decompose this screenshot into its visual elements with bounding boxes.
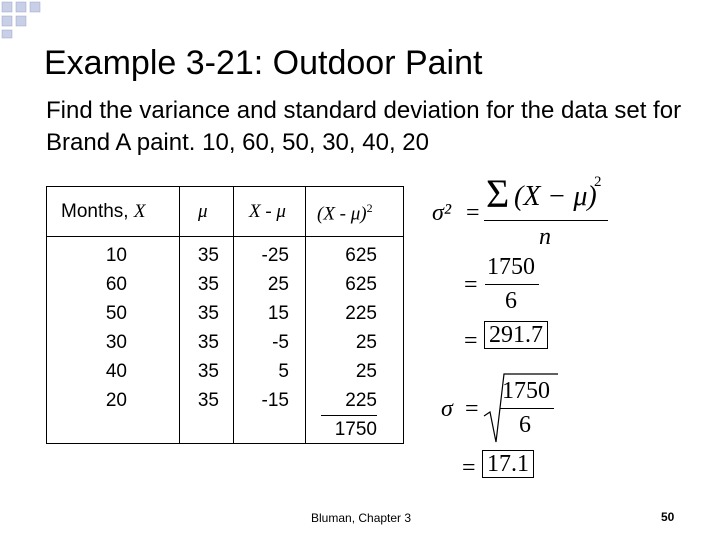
sqrt-denominator: 6 bbox=[519, 412, 531, 438]
data-table bbox=[46, 186, 404, 444]
denominator-value: 6 bbox=[505, 288, 517, 314]
cell: 625 bbox=[345, 245, 377, 266]
cell: -5 bbox=[272, 332, 289, 353]
numerator-value: 1750 bbox=[487, 254, 535, 280]
fraction-bar bbox=[485, 284, 539, 285]
cell: 35 bbox=[197, 274, 219, 295]
cell: 25 bbox=[355, 332, 377, 353]
exponent: 2 bbox=[594, 174, 602, 190]
header-divider bbox=[47, 236, 403, 237]
cell: 5 bbox=[278, 361, 289, 382]
cell: 50 bbox=[105, 303, 127, 324]
footer-credit: Bluman, Chapter 3 bbox=[311, 511, 412, 525]
cell: 15 bbox=[267, 303, 289, 324]
cell: 40 bbox=[105, 361, 127, 382]
squared-column bbox=[319, 241, 377, 415]
months-column bbox=[95, 241, 127, 415]
cell: -15 bbox=[261, 390, 289, 411]
equals-sign: = bbox=[466, 200, 480, 226]
cell: 35 bbox=[197, 245, 219, 266]
corner-decoration bbox=[0, 0, 60, 40]
fraction-bar bbox=[500, 408, 554, 409]
denominator-n: n bbox=[539, 224, 551, 250]
column-divider bbox=[305, 187, 306, 443]
slide-title: Example 3-21: Outdoor Paint bbox=[44, 44, 483, 82]
stddev-result: 17.1 bbox=[482, 451, 534, 478]
cell: 35 bbox=[197, 361, 219, 382]
sum-value: 1750 bbox=[334, 419, 377, 440]
header-squared: (X - μ)$^2$ bbox=[317, 201, 373, 225]
cell: 625 bbox=[345, 274, 377, 295]
cell: 60 bbox=[105, 274, 127, 295]
cell: 20 bbox=[105, 390, 127, 411]
sigma-symbol: σ bbox=[441, 396, 453, 422]
sum-rule bbox=[321, 415, 377, 416]
equals-sign: = bbox=[462, 455, 476, 481]
variance-symbol: σ² bbox=[432, 200, 452, 226]
cell: 35 bbox=[197, 390, 219, 411]
column-divider bbox=[233, 187, 234, 443]
cell: 35 bbox=[197, 303, 219, 324]
column-divider bbox=[179, 187, 180, 443]
numerator-expression: (X − μ) bbox=[514, 181, 597, 212]
equals-sign: = bbox=[464, 272, 478, 298]
cell: 25 bbox=[267, 274, 289, 295]
mu-column bbox=[187, 241, 219, 415]
equals-sign: = bbox=[464, 328, 478, 354]
cell: 10 bbox=[105, 245, 127, 266]
diff-column bbox=[237, 241, 289, 415]
header-months: Months, X bbox=[61, 201, 146, 222]
cell: 225 bbox=[345, 390, 377, 411]
cell: 30 bbox=[105, 332, 127, 353]
problem-text: Find the variance and standard deviation for the data set for Brand A paint. 10, 60, 50, 30, 40, 20 bbox=[46, 97, 682, 156]
cell: 225 bbox=[345, 303, 377, 324]
page-number: 50 bbox=[661, 510, 675, 524]
variance-result: 291.7 bbox=[484, 322, 548, 349]
sqrt-numerator: 1750 bbox=[502, 378, 550, 404]
cell: 35 bbox=[197, 332, 219, 353]
cell: 25 bbox=[355, 361, 377, 382]
fraction-bar bbox=[484, 220, 608, 221]
equals-sign: = bbox=[465, 396, 479, 422]
header-mu: μ bbox=[198, 201, 208, 222]
header-x-minus-mu: X - μ bbox=[249, 201, 286, 222]
sigma-sum-icon: Σ bbox=[486, 171, 510, 216]
cell: -25 bbox=[261, 245, 289, 266]
